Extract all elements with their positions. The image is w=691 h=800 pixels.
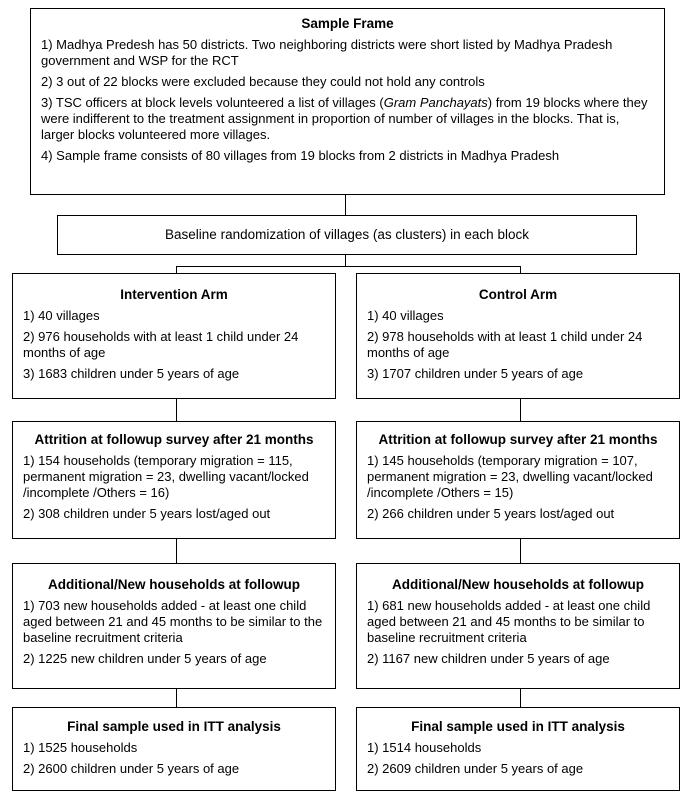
control-arm-item-2: 2) 978 households with at least 1 child under 24 months of age (367, 329, 643, 360)
sample-frame-title: Sample Frame (301, 16, 394, 31)
sample-frame-box (30, 8, 665, 195)
intervention-attrition-item-2: 2) 308 children under 5 years lost/aged out (23, 506, 271, 521)
control-final-box (356, 707, 680, 791)
intervention-additional-item-1: 1) 703 new households added - at least one child aged between 21 and 45 months to be similar to the baseline recruitment criteria (23, 598, 323, 645)
control-additional-box (356, 563, 680, 689)
connector-intervention-additional-to-final (176, 689, 177, 707)
sample-frame-item-3-part-a: 3) TSC officers at block levels volunteered a list of villages ( (41, 95, 384, 110)
control-arm-item-3: 3) 1707 children under 5 years of age (367, 366, 584, 381)
randomization-box (57, 215, 637, 255)
connector-intervention-arm-to-attrition (176, 399, 177, 421)
intervention-final-item-2: 2) 2600 children under 5 years of age (23, 761, 240, 776)
connector-control-additional-to-final (520, 689, 521, 707)
randomization-text: Baseline randomization of villages (as clusters) in each block (165, 227, 529, 242)
intervention-arm-title: Intervention Arm (120, 287, 228, 302)
connector-control-attrition-to-additional (520, 539, 521, 563)
control-arm-item-1: 1) 40 villages (367, 308, 444, 323)
sample-frame-item-3 (41, 95, 654, 143)
intervention-arm-box (12, 273, 336, 399)
control-arm-title: Control Arm (478, 287, 558, 302)
intervention-arm-item-3: 3) 1683 children under 5 years of age (23, 366, 240, 381)
intervention-attrition-title: Attrition at followup survey after 21 months (34, 432, 314, 447)
sample-frame-item-4: 4) Sample frame consists of 80 villages from 19 blocks from 2 districts in Madhya Pradesh (41, 148, 560, 163)
intervention-additional-title: Additional/New households at followup (48, 577, 300, 592)
intervention-attrition-box (12, 421, 336, 539)
intervention-arm-item-2: 2) 976 households with at least 1 child under 24 months of age (23, 329, 299, 360)
connector-split (176, 266, 521, 267)
control-attrition-item-2: 2) 266 children under 5 years lost/aged out (367, 506, 615, 521)
sample-frame-item-2: 2) 3 out of 22 blocks were excluded because they could not hold any controls (41, 74, 485, 89)
sample-frame-item-3-italic: Gram Panchayats (383, 95, 488, 110)
intervention-additional-item-2: 2) 1225 new children under 5 years of age (23, 651, 267, 666)
intervention-attrition-item-1: 1) 154 households (temporary migration = 115, permanent migration = 23, dwelling vacant/locked /incomplete /Others = 16) (23, 453, 309, 500)
control-additional-title: Additional/New households at followup (392, 577, 644, 592)
intervention-final-title: Final sample used in ITT analysis (67, 719, 281, 734)
intervention-arm-item-1: 1) 40 villages (23, 308, 100, 323)
connector-intervention-attrition-to-additional (176, 539, 177, 563)
control-additional-item-1: 1) 681 new households added - at least one child aged between 21 and 45 months to be similar to baseline recruitment criteria (367, 598, 651, 645)
connector-control-arm-to-attrition (520, 399, 521, 421)
control-attrition-item-1: 1) 145 households (temporary migration = 107, permanent migration = 23, dwelling vacant/locked /incomplete /Others = 15) (367, 453, 653, 500)
sample-frame-item-1: 1) Madhya Predesh has 50 districts. Two neighboring districts were short listed by Madhya Pradesh government and WSP for the RCT (41, 37, 613, 68)
control-attrition-title: Attrition at followup survey after 21 months (378, 432, 658, 447)
control-additional-item-2: 2) 1167 new children under 5 years of age (367, 651, 610, 666)
control-final-title: Final sample used in ITT analysis (411, 719, 625, 734)
control-attrition-box (356, 421, 680, 539)
connector-to-intervention (176, 266, 177, 273)
connector-frame-to-random (345, 195, 346, 215)
intervention-additional-box (12, 563, 336, 689)
control-final-item-1: 1) 1514 households (367, 740, 482, 755)
intervention-final-item-1: 1) 1525 households (23, 740, 138, 755)
sample-frame-item-3-part-b: ) from 19 blocks where they were indifferent to the treatment assignment in proportion of number of villages in the blocks. That is, larger blocks volunteered more villages. (41, 95, 648, 142)
connector-to-control (520, 266, 521, 273)
control-final-item-2: 2) 2609 children under 5 years of age (367, 761, 584, 776)
intervention-final-box (12, 707, 336, 791)
control-arm-box (356, 273, 680, 399)
